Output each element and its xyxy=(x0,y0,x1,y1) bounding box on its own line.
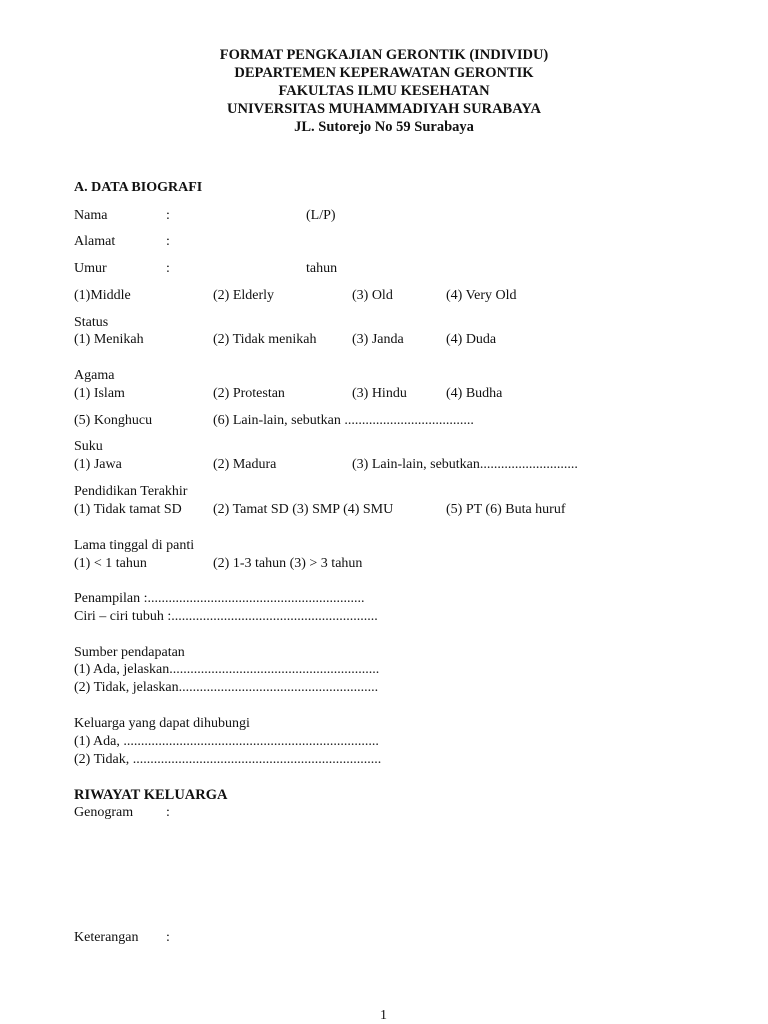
page-number: 1 xyxy=(380,1008,387,1023)
genogram-colon: : xyxy=(166,805,170,820)
faculty-name: FAKULTAS ILMU KESEHATAN xyxy=(278,83,490,99)
agama-option-5: (5) Konghucu xyxy=(74,413,153,428)
umur-option-4: (4) Very Old xyxy=(446,288,517,303)
suku-label: Suku xyxy=(74,439,103,454)
keluarga-item-2: (2) Tidak, ....................................................................... xyxy=(74,752,382,767)
form-title: FORMAT PENGKAJIAN GERONTIK (INDIVIDU) xyxy=(219,47,549,63)
sumber-pendapatan-label: Sumber pendapatan xyxy=(74,645,185,660)
ciri-tubuh-line: Ciri – ciri tubuh :........................................................... xyxy=(74,609,378,624)
agama-option-3: (3) Hindu xyxy=(352,386,407,401)
keterangan-label: Keterangan xyxy=(74,930,139,945)
umur-suffix: tahun xyxy=(306,261,338,276)
keterangan-colon: : xyxy=(166,930,170,945)
agama-option-4: (4) Budha xyxy=(446,386,503,401)
suku-option-2: (2) Madura xyxy=(213,457,277,472)
suku-option-3: (3) Lain-lain, sebutkan............................ xyxy=(352,457,578,472)
keluarga-item-1: (1) Ada, ......................................................................... xyxy=(74,734,379,749)
lama-tinggal-label: Lama tinggal di panti xyxy=(74,538,195,553)
umur-option-2: (2) Elderly xyxy=(213,288,275,303)
status-option-4: (4) Duda xyxy=(446,332,497,347)
status-option-1: (1) Menikah xyxy=(74,332,144,347)
agama-option-6: (6) Lain-lain, sebutkan ..................................... xyxy=(213,413,474,428)
alamat-colon: : xyxy=(166,234,170,249)
agama-option-1: (1) Islam xyxy=(74,386,125,401)
umur-option-3: (3) Old xyxy=(352,288,393,303)
penampilan-line: Penampilan :.............................................................. xyxy=(74,591,365,606)
nama-label: Nama xyxy=(74,208,108,223)
lama-tinggal-option-2: (2) 1-3 tahun (3) > 3 tahun xyxy=(213,556,363,571)
sumber-pendapatan-item-2: (2) Tidak, jelaskan......................................................... xyxy=(74,680,379,695)
pendidikan-option-1: (1) Tidak tamat SD xyxy=(74,502,182,517)
nama-gender-suffix: (L/P) xyxy=(306,208,336,223)
department-name: DEPARTEMEN KEPERAWATAN GERONTIK xyxy=(234,65,534,81)
sumber-pendapatan-item-1: (1) Ada, jelaskan............................................................ xyxy=(74,662,380,677)
agama-label: Agama xyxy=(74,368,115,383)
status-option-2: (2) Tidak menikah xyxy=(213,332,317,347)
pendidikan-option-2: (2) Tamat SD (3) SMP (4) SMU xyxy=(213,502,394,517)
umur-colon: : xyxy=(166,261,170,276)
riwayat-keluarga-title: RIWAYAT KELUARGA xyxy=(74,787,228,803)
alamat-label: Alamat xyxy=(74,234,116,249)
umur-label: Umur xyxy=(74,261,107,276)
suku-option-1: (1) Jawa xyxy=(74,457,122,472)
pendidikan-option-3: (5) PT (6) Buta huruf xyxy=(446,502,566,517)
lama-tinggal-option-1: (1) < 1 tahun xyxy=(74,556,147,571)
keluarga-label: Keluarga yang dapat dihubungi xyxy=(74,716,250,731)
address-line: JL. Sutorejo No 59 Surabaya xyxy=(294,119,474,135)
status-option-3: (3) Janda xyxy=(352,332,404,347)
nama-colon: : xyxy=(166,208,170,223)
genogram-label: Genogram xyxy=(74,805,134,820)
section-a-title: A. DATA BIOGRAFI xyxy=(74,180,203,195)
pendidikan-label: Pendidikan Terakhir xyxy=(74,484,188,499)
agama-option-2: (2) Protestan xyxy=(213,386,285,401)
status-label: Status xyxy=(74,315,109,330)
umur-option-1: (1)Middle xyxy=(74,288,131,303)
university-name: UNIVERSITAS MUHAMMADIYAH SURABAYA xyxy=(227,101,541,117)
